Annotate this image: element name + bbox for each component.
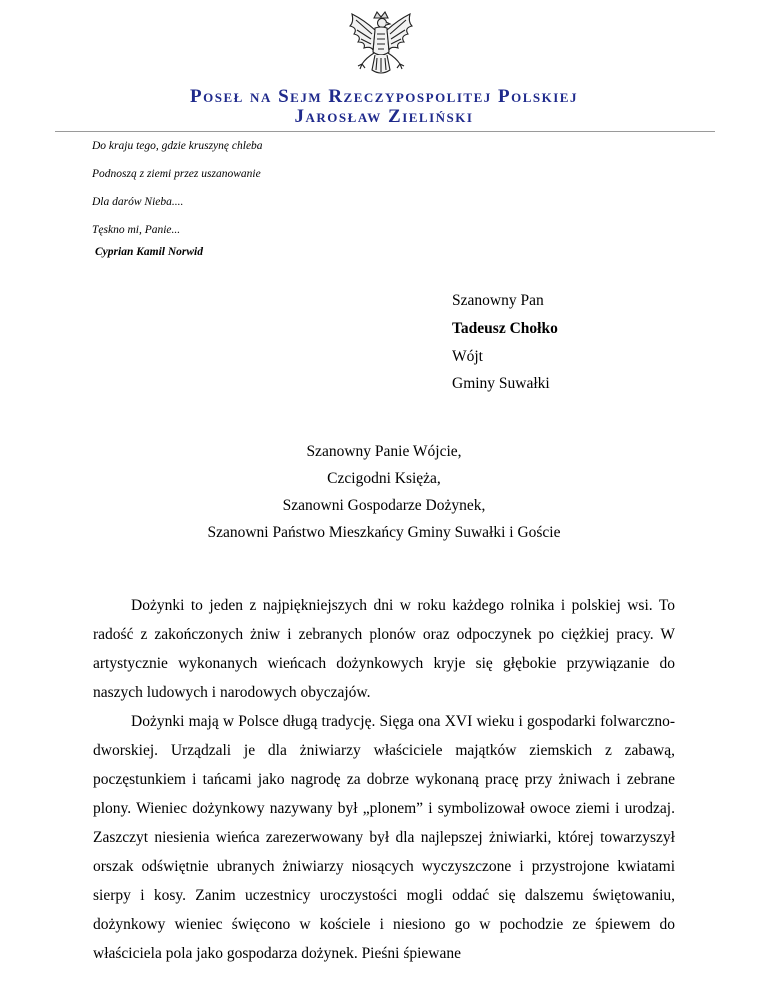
header-name: Jarosław Zieliński	[294, 106, 474, 127]
poem-line: Do kraju tego, gdzie kruszynę chleba	[92, 140, 263, 152]
poem-line: Dla darów Nieba....	[92, 196, 184, 208]
body-paragraph: Dożynki mają w Polsce długą tradycję. Sięga ona XVI wieku i gospodarki folwarczno-dworskiej. Urządzali je dla żniwiarzy właściciele majątków ziemskich z zabawą, poczęstunkiem i tańcami jako nagrodę za dobrze wykonaną pracę przy żniwach i zebrane plony. Wieniec dożynkowy nazywany był „plonem” i symbolizował owoce ziemi i urodzaj. Zaszczyt niesienia wieńca zarezerwowany był dla najlepszej żniwiarki, której towarzyszył orszak odświętnie ubranych żniwiarzy niosących wyczyszczone i przystrojone kwiatami sierpy i kosy. Zanim uczestnicy uroczystości mogli oddać się dalszemu świętowaniu, dożynkowy wieniec święcono w kościele i niesiono go w pochodzie ze śpiewem do właściciela pola jako gospodarza dożynek. Pieśni śpiewane	[93, 713, 675, 962]
address-position: Wójt	[452, 348, 483, 365]
address-name: Tadeusz Chołko	[452, 320, 558, 337]
header-divider	[55, 131, 715, 132]
greeting-line: Szanowni Państwo Mieszkańcy Gminy Suwałki i Goście	[207, 524, 561, 541]
greeting-line: Szanowny Panie Wójcie,	[306, 443, 462, 460]
greeting-line: Szanowni Gospodarze Dożynek,	[282, 497, 486, 514]
header-title: Poseł na Sejm Rzeczypospolitej Polskiej	[190, 86, 578, 107]
polish-eagle-emblem-icon	[344, 8, 418, 90]
greeting-line: Czcigodni Księża,	[327, 470, 441, 487]
address-salutation: Szanowny Pan	[452, 292, 544, 309]
poem-line: Tęskno mi, Panie...	[92, 224, 181, 236]
address-institution: Gminy Suwałki	[452, 375, 550, 392]
body-paragraph: Dożynki to jeden z najpiękniejszych dni w roku każdego rolnika i polskiej wsi. To radość z zakończonych żniw i zebranych plonów oraz odpoczynek po ciężkiej pracy. W artystycznie wykonanych wieńcach dożynkowych kryje się głębokie przywiązanie do naszych ludowych i narodowych obyczajów.	[93, 597, 675, 701]
poem-line: Podnoszą z ziemi przez uszanowanie	[92, 168, 261, 180]
poem-author: Cyprian Kamil Norwid	[95, 246, 203, 258]
